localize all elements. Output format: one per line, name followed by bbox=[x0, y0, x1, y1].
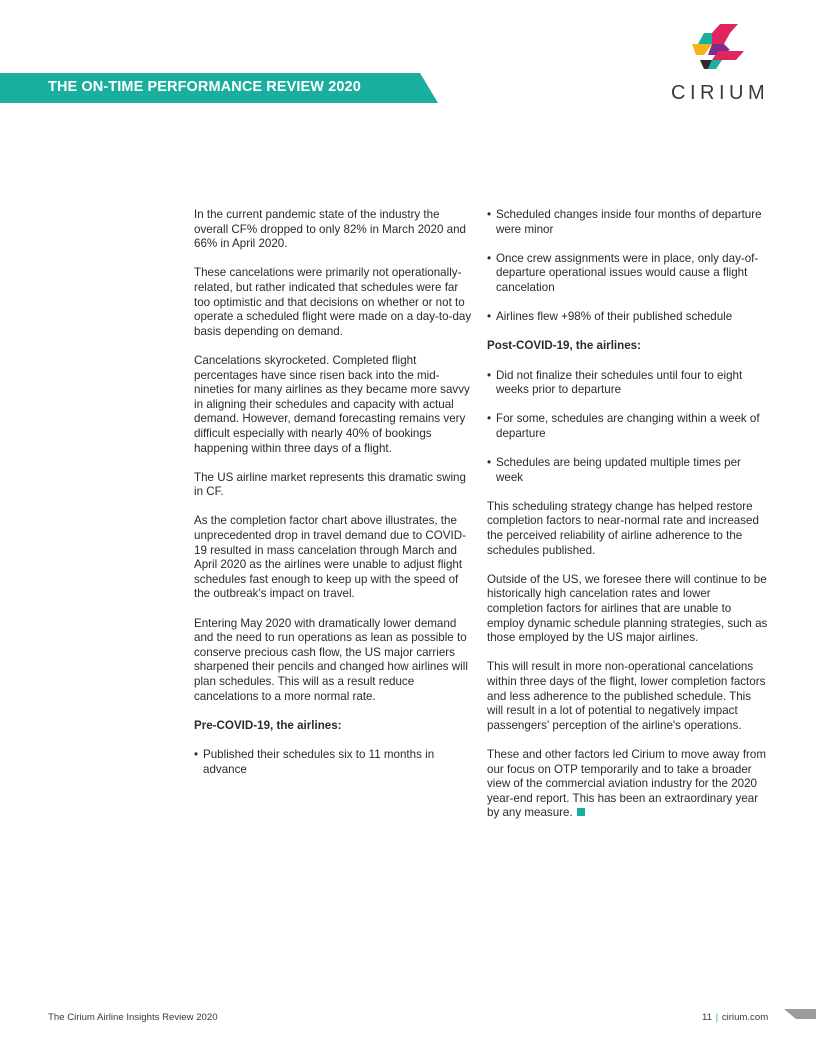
closing-text: These and other factors led Cirium to move away from our focus on OTP temporarily and to take a broader view of the commercial aviation industry for the 2020 year-end report. This has been an extraordinary year by any measure. bbox=[487, 747, 767, 820]
paragraph: The US airline market represents this dramatic swing in CF. bbox=[194, 470, 466, 499]
paragraph: Outside of the US, we foresee there will continue to be historically high cancelation rates and lower completion factors for airlines that are unable to employ dynamic schedule planning strategies, such as those employed by the US major airlines. bbox=[487, 572, 768, 645]
paragraph: Cancelations skyrocketed. Completed flight percentages have since risen back into the mid-nineties for many airlines as they became more savvy in aligning their schedules and capacity with actual demand. However, demand forecasting remains very difficult especially with nearly 40% of bookings happening within three days of a flight. bbox=[194, 353, 470, 455]
paragraph: This will result in more non-operational cancelations within three days of the flight, lower completion factors and less adherence to the published schedule. This will result in a lot of potential to negatively impact passengers' perception of the airline's operations. bbox=[487, 660, 766, 732]
footer-page-info bbox=[702, 1012, 768, 1023]
brand-wordmark: CIRIUM bbox=[671, 82, 770, 104]
cirium-logo-icon bbox=[690, 22, 746, 74]
page-number: 11 bbox=[702, 1012, 712, 1023]
bullet-item bbox=[487, 412, 769, 441]
paragraph: In the current pandemic state of the industry the overall CF% dropped to only 82% in March 2020 and 66% in April 2020. bbox=[194, 208, 466, 251]
post-covid-heading: Post-COVID-19, the airlines: bbox=[487, 339, 641, 353]
bullet-text: Scheduled changes inside four months of departure were minor bbox=[496, 208, 762, 236]
bullet-text: Schedules are being updated multiple times per week bbox=[496, 456, 741, 484]
paragraph: This scheduling strategy change has helped restore completion factors to near-normal rate and increased the perceived reliability of airline adherence to the schedules published. bbox=[487, 499, 759, 557]
bullet-text: Did not finalize their schedules until four to eight weeks prior to departure bbox=[496, 368, 743, 397]
footer-separator: | bbox=[715, 1012, 719, 1023]
bullet-item bbox=[487, 208, 769, 237]
footer-publication-title: The Cirium Airline Insights Review 2020 bbox=[48, 1012, 218, 1023]
bullet-item bbox=[487, 369, 769, 398]
footer-website-link[interactable]: cirium.com bbox=[721, 1012, 769, 1023]
end-square-icon bbox=[577, 808, 585, 816]
bullet-item bbox=[194, 748, 476, 777]
left-column bbox=[194, 208, 476, 792]
pre-covid-heading: Pre-COVID-19, the airlines: bbox=[194, 718, 342, 732]
bullet-item bbox=[487, 456, 769, 485]
closing-paragraph bbox=[487, 748, 769, 821]
paragraph: As the completion factor chart above illustrates, the unprecedented drop in travel demand due to COVID-19 resulted in mass cancelation through March and April 2020 as the airlines were unable to adjust flight schedules fast enough to keep up with the speed of the outbreak's impact on travel. bbox=[194, 514, 466, 601]
page-title: THE ON-TIME PERFORMANCE REVIEW 2020 bbox=[48, 79, 361, 95]
bullet-text: Once crew assignments were in place, only day-of-departure operational issues would cause a flight cancelation bbox=[496, 251, 759, 294]
right-column bbox=[487, 208, 769, 836]
paragraph: These cancelations were primarily not operationally-related, but rather indicated that schedules were far too optimistic and that decisions on whether or not to operate a scheduled flight were made on a day-to-day basis depending on demand. bbox=[194, 266, 472, 338]
paragraph: Entering May 2020 with dramatically lower demand and the need to run operations as lean as possible to conserve precious cash flow, the US major carriers sharpened their pencils and changed how airlines will plan schedules. This will as a result reduce cancelations to a more normal rate. bbox=[194, 616, 468, 703]
footer-page-tab bbox=[784, 1009, 816, 1019]
bullet-item bbox=[487, 310, 769, 325]
bullet-text: For some, schedules are changing within a week of departure bbox=[496, 412, 760, 440]
bullet-item bbox=[487, 252, 769, 296]
bullet-text: Airlines flew +98% of their published schedule bbox=[496, 310, 733, 324]
bullet-text: Published their schedules six to 11 months in advance bbox=[203, 747, 435, 776]
